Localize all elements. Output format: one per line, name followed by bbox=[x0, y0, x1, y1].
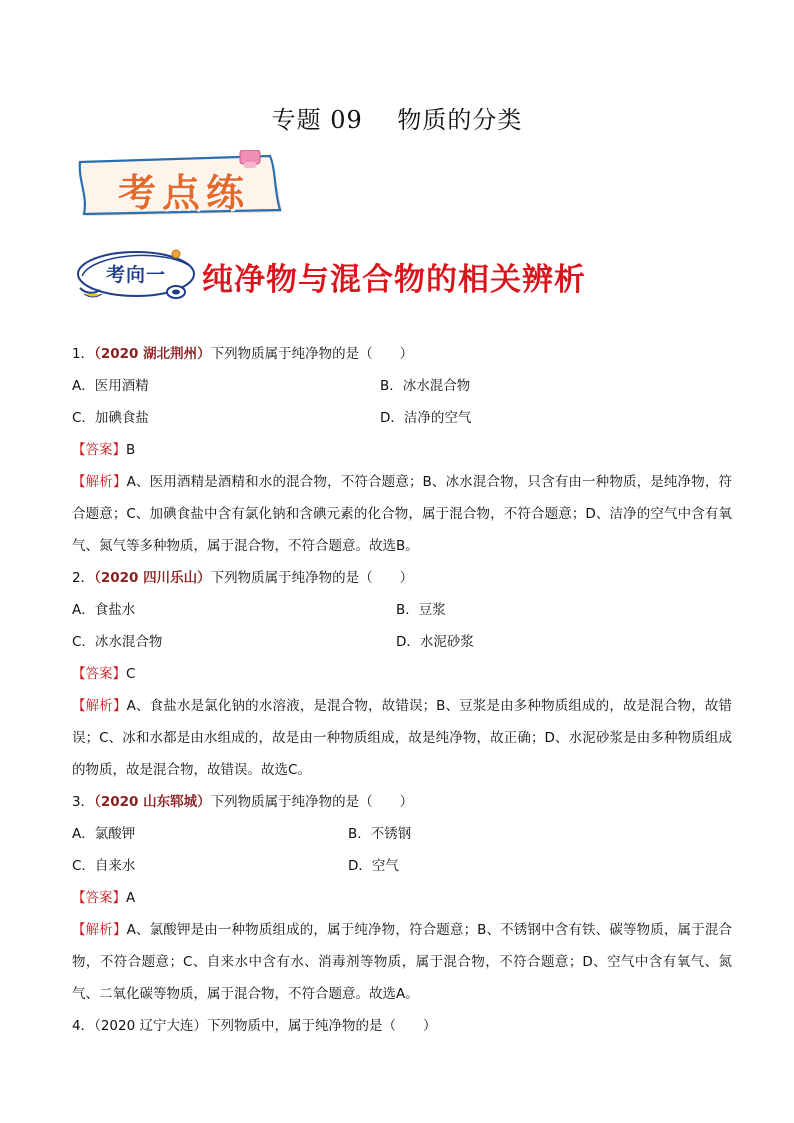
question-list bbox=[72, 338, 732, 1042]
option-d: D．洁净的空气 bbox=[380, 410, 472, 426]
answer-label: 【答案】 bbox=[72, 666, 126, 682]
explanation-text: A、医用酒精是酒精和水的混合物，不符合题意；B、冰水混合物，只含有由一种物质，是纯净物，符合题意；C、加碘食盐中含有氯化钠和含碘元素的化合物，属于混合物，不符合题意；D、洁净的空气中含有氧气、氮气等多种物质，属于混合物，不符合题意。故选B。 bbox=[72, 474, 733, 554]
badge-kaodianlian bbox=[76, 150, 290, 222]
explanation-label: 【解析】 bbox=[72, 922, 127, 938]
question-source: （2020 四川乐山） bbox=[94, 570, 211, 586]
badge-label: 考点练 bbox=[117, 171, 250, 215]
badge-direction bbox=[72, 246, 200, 302]
question-text: 下列物质属于纯净物的是（ ） bbox=[210, 794, 414, 810]
answer-value: B bbox=[126, 442, 136, 458]
question-source: （2020 山东郓城） bbox=[94, 794, 211, 810]
option-row bbox=[72, 370, 732, 402]
answer-label: 【答案】 bbox=[72, 890, 126, 906]
option-a: A．氯酸钾 bbox=[72, 826, 136, 842]
question-text: 下列物质中，属于纯净物的是（ ） bbox=[207, 1018, 437, 1034]
answer-value: C bbox=[126, 666, 136, 682]
explanation bbox=[72, 914, 732, 1010]
option-b: B．不锈钢 bbox=[348, 826, 412, 842]
option-row bbox=[72, 850, 732, 882]
question-text: 下列物质属于纯净物的是（ ） bbox=[210, 570, 414, 586]
question-stem bbox=[72, 562, 732, 594]
answer-label: 【答案】 bbox=[72, 442, 126, 458]
option-c: C．自来水 bbox=[72, 858, 136, 874]
explanation-label: 【解析】 bbox=[72, 698, 127, 714]
question-number: 3． bbox=[72, 794, 95, 810]
direction-label: 考向一 bbox=[105, 264, 166, 286]
answer-line bbox=[72, 882, 732, 914]
option-row bbox=[72, 594, 732, 626]
question-text: 下列物质属于纯净物的是（ ） bbox=[210, 346, 414, 362]
explanation-label: 【解析】 bbox=[72, 474, 127, 490]
explanation-text: A、食盐水是氯化钠的水溶液，是混合物，故错误；B、豆浆是由多种物质组成的，故是混合物，故错误；C、冰和水都是由水组成的，故是由一种物质组成，故是纯净物，故正确；D、水泥砂浆是由多种物质组成的物质，故是混合物，故错误。故选C。 bbox=[72, 698, 733, 778]
option-d: D．水泥砂浆 bbox=[396, 634, 474, 650]
question-stem bbox=[72, 1010, 732, 1042]
option-c: C．冰水混合物 bbox=[72, 634, 163, 650]
explanation bbox=[72, 466, 732, 562]
explanation-text: A、氯酸钾是由一种物质组成的，属于纯净物，符合题意；B、不锈钢中含有铁、碳等物质，属于混合物，不符合题意；C、自来水中含有水、消毒剂等物质，属于混合物，不符合题意；D、空气中含有氧气、氮气、二氧化碳等物质，属于混合物，不符合题意。故选A。 bbox=[72, 922, 733, 1002]
option-a: A．食盐水 bbox=[72, 602, 136, 618]
option-a: A．医用酒精 bbox=[72, 378, 149, 394]
question-number: 4． bbox=[72, 1018, 95, 1034]
page-title: 专题 09 物质的分类 bbox=[271, 106, 523, 134]
option-row bbox=[72, 402, 732, 434]
option-row bbox=[72, 818, 732, 850]
question-number: 2． bbox=[72, 570, 95, 586]
option-b: B．冰水混合物 bbox=[380, 378, 471, 394]
question-number: 1． bbox=[72, 346, 95, 362]
answer-line bbox=[72, 434, 732, 466]
option-b: B．豆浆 bbox=[396, 602, 446, 618]
question-source: （2020 湖北荆州） bbox=[94, 346, 211, 362]
option-row bbox=[72, 626, 732, 658]
answer-value: A bbox=[126, 890, 136, 906]
answer-line bbox=[72, 658, 732, 690]
explanation bbox=[72, 690, 732, 786]
option-d: D．空气 bbox=[348, 858, 399, 874]
option-c: C．加碘食盐 bbox=[72, 410, 149, 426]
question-source: （2020 辽宁大连） bbox=[94, 1018, 207, 1034]
section-heading: 纯净物与混合物的相关辨析 bbox=[202, 262, 586, 298]
question-stem bbox=[72, 786, 732, 818]
question-stem bbox=[72, 338, 732, 370]
